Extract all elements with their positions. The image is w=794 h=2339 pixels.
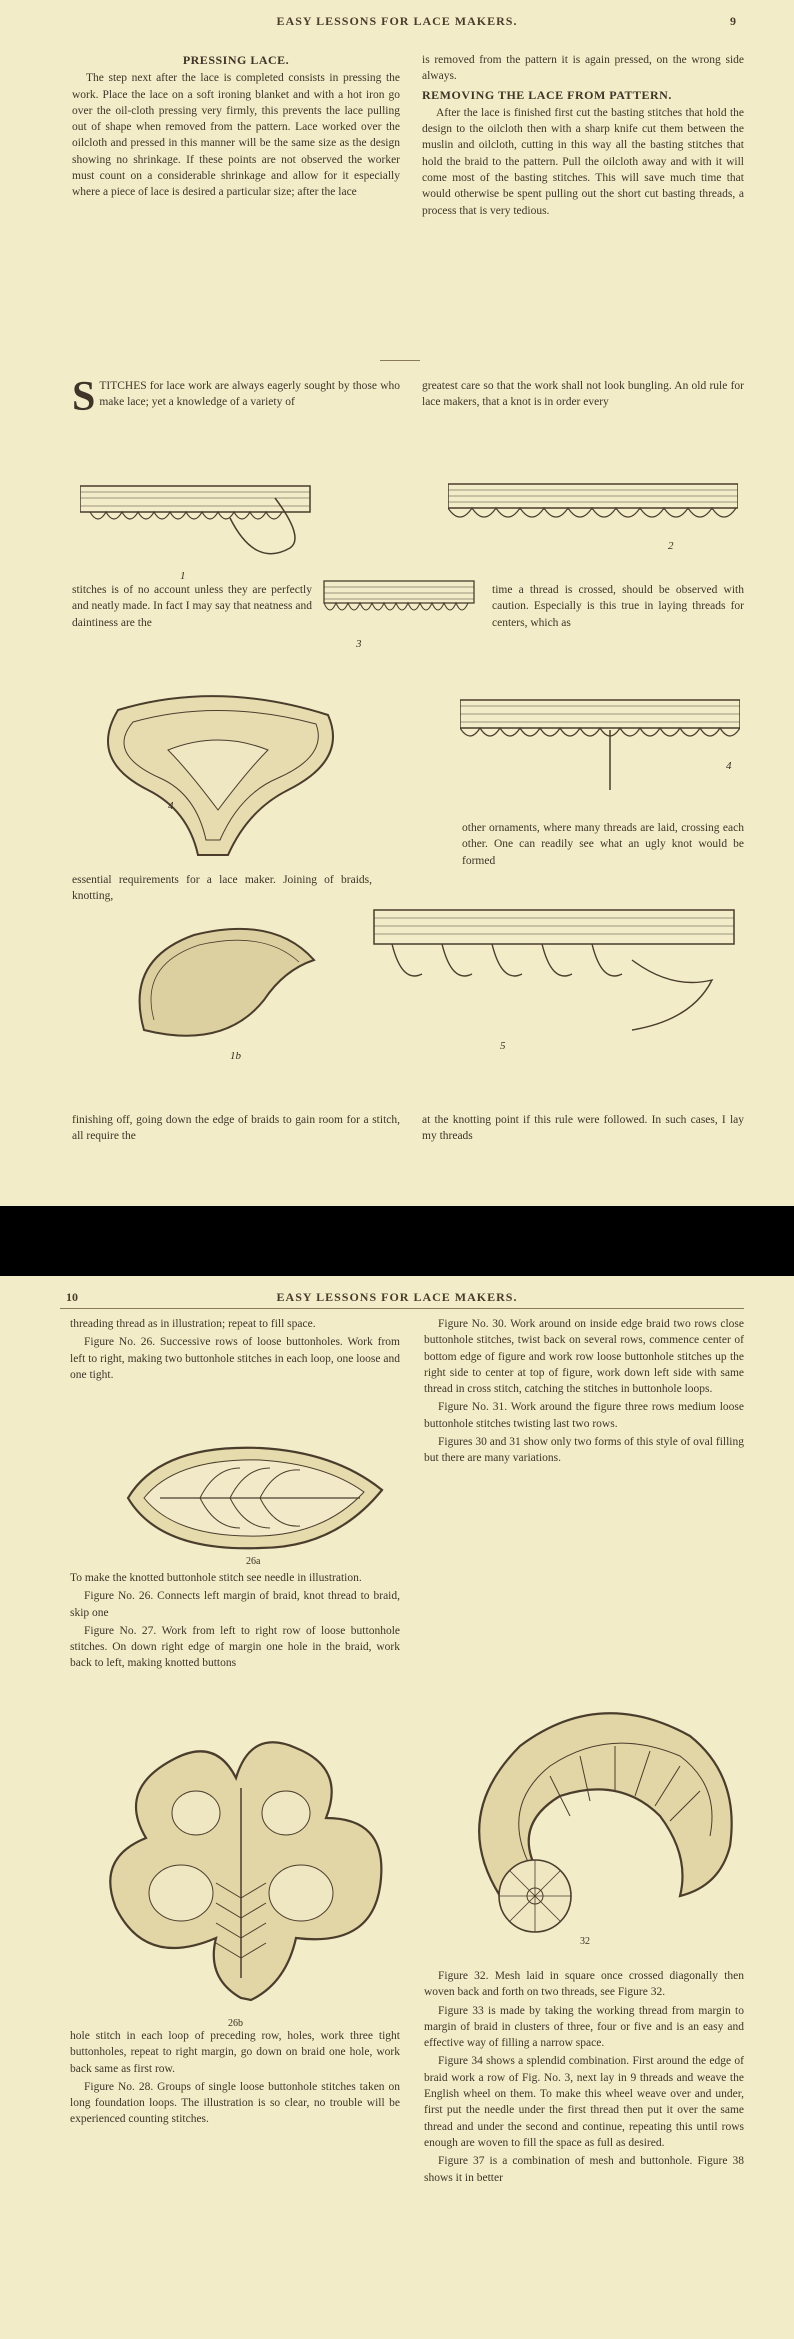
lace-figure-4 xyxy=(460,690,740,800)
text-right-mid-p: time a thread is crossed, should be observed with caution. Especially is this true in laying threads for centers, which as xyxy=(492,584,744,629)
lace-figure-loop xyxy=(88,690,348,860)
text-left-mid xyxy=(72,582,312,633)
lace-figure-spiral xyxy=(440,1696,740,1956)
figure-label: 26a xyxy=(246,1556,261,1567)
text-left-low-p: essential requirements for a lace maker. Joining of braids, knotting, xyxy=(72,874,372,903)
fig37-p: Figure 37 is a combination of mesh and buttonhole. Figure 38 shows it in better xyxy=(424,2155,744,2184)
removing-paragraph-1: is removed from the pattern it is again pressed, on the wrong side always. xyxy=(422,54,744,83)
lace-figure-5 xyxy=(372,900,744,1050)
page-number: 10 xyxy=(66,1290,78,1304)
left-column-mid xyxy=(70,1570,400,1674)
figure-label: 4 xyxy=(168,800,174,812)
text-left-low xyxy=(72,872,372,907)
lace-figure-26a xyxy=(120,1438,390,1556)
text-right-low-p: other ornaments, where many threads are laid, crossing each other. One can readily see what an ugly knot would be formed xyxy=(462,822,744,867)
removing-paragraph-2: After the lace is finished first cut the basting stitches that hold the design to the oilcloth then with a sharp knife cut them between the muslin and oilcloth, cutting in this way all the basting stitches that hold the braid to the pattern. Pull the oilcloth away and with it will come most of the basting stitches. This will save much time that would otherwise be spent pulling out the short cut basting threads, a process that is very tedious. xyxy=(422,106,744,217)
pressing-heading: PRESSING LACE. xyxy=(182,53,290,67)
figure-label: 1b xyxy=(230,1050,241,1062)
stitches-intro-right-text: greatest care so that the work shall not look bungling. An old rule for lace makers, that a knot is in order every xyxy=(422,380,744,409)
text-right-bottom-p: at the knotting point if this rule were followed. In such cases, I lay my threads xyxy=(422,1114,744,1143)
running-head: EASY LESSONS FOR LACE MAKERS. xyxy=(276,14,518,28)
knotted-p: To make the knotted buttonhole stitch see needle in illustration. xyxy=(70,1572,362,1584)
text-left-bottom-p: finishing off, going down the edge of braids to gain room for a stitch, all require the xyxy=(72,1114,400,1143)
right-column-top xyxy=(424,1316,744,1469)
figure-label: 3 xyxy=(356,638,362,650)
fig27-p: Figure No. 27. Work from left to right row of loose buttonhole stitches. On down right edge of margin one hole in the braid, work back to left, making knotted buttons xyxy=(70,1624,400,1670)
text-left-mid-p: stitches is of no account unless they are perfectly and neatly made. In fact I may say that neatness and daintiness are the xyxy=(72,584,312,629)
lace-figure-3 xyxy=(322,575,482,645)
removing-heading: REMOVING THE LACE FROM PATTERN. xyxy=(422,87,672,102)
fig28-p: Figure No. 28. Groups of single loose buttonhole stitches taken on long foundation loops. The illustration is so clear, no trouble will be experienced counting stitches. xyxy=(70,2080,400,2126)
drop-cap: S xyxy=(72,374,96,420)
page-number: 9 xyxy=(730,14,736,28)
section-divider xyxy=(380,360,420,361)
fig31-p: Figure No. 31. Work around the figure three rows medium loose buttonhole stitches twisting last two rows. xyxy=(424,1401,744,1430)
stitches-intro-right xyxy=(422,378,744,413)
right-column-bottom xyxy=(424,1968,744,2188)
figure-label: 1 xyxy=(180,570,186,582)
fig33-p: Figure 33 is made by taking the working thread from margin to margin of braid in clusters of three, four or five and is an easy and effective way of filling a narrow space. xyxy=(424,2004,744,2050)
fig30-31-p: Figures 30 and 31 show only two forms of this style of oval filling but there are many variations. xyxy=(424,1436,744,1465)
left-column-top xyxy=(70,1316,400,1385)
pressing-paragraph: The step next after the lace is completed consists in pressing the work. Place the lace on a soft ironing blanket and with a hot iron go over the oil-cloth pressing very firmly, this prevents the lace pulling out of shape when removed from the pattern. Lace worked over the oilcloth and pressed in this manner will be the same size as the design showing no shrinkage. If these points are not observed the worker must count on a considerable shrinkage and allow for it especially where a piece of lace is desired a particular size; after the lace xyxy=(72,72,400,199)
page-10 xyxy=(0,1276,794,2339)
stitches-intro-text: TITCHES for lace work are always eagerly sought by those who make lace; yet a knowledge of a variety of xyxy=(99,380,400,409)
lace-figure-leaf xyxy=(124,920,324,1060)
removing-column xyxy=(422,52,744,221)
figure-label: 2 xyxy=(668,540,674,552)
running-head: EASY LESSONS FOR LACE MAKERS. xyxy=(276,1290,518,1304)
fig32-p: Figure 32. Mesh laid in square once crossed diagonally then woven back and forth on two threads, see Figure 32. xyxy=(424,1970,744,1999)
left-top-p: threading thread as in illustration; repeat to fill space. xyxy=(70,1318,316,1330)
header-rule xyxy=(60,1308,744,1309)
lace-figure-flower xyxy=(86,1718,396,2018)
fig30-p: Figure No. 30. Work around on inside edge braid two rows close buttonhole stitches, twist back on several rows, commence center of bottom edge of figure and work row loose buttonhole stitches up the right side to center at top of figure, work down left side with same thread in cross stitch, catching the stitches in buttonhole loops. xyxy=(424,1318,744,1396)
text-right-mid xyxy=(492,582,744,633)
left-bottom-p: hole stitch in each loop of preceding row, holes, work three tight buttonholes, repeat to right margin, go down on braid one hole, work back same as first row. xyxy=(70,2030,400,2075)
left-column-bottom xyxy=(70,2028,400,2130)
lace-figure-2 xyxy=(448,478,738,548)
stitches-intro-left xyxy=(72,374,400,420)
figure-label: 4 xyxy=(726,760,732,772)
text-left-bottom xyxy=(72,1112,400,1147)
figure-label: 26b xyxy=(228,2018,243,2029)
text-right-low xyxy=(462,820,744,871)
lace-figure-1 xyxy=(80,478,320,578)
fig26b-p: Figure No. 26. Connects left margin of braid, knot thread to braid, skip one xyxy=(70,1590,400,1619)
fig34-p: Figure 34 shows a splendid combination. First around the edge of braid work a row of Fig. No. 3, next lay in 9 threads and weave the English wheel on them. To make this wheel weave over and under, first put the needle under the first thread then put it over the same thread and under the second and continue, repeating this until rows enough are woven to fill the space as full as desired. xyxy=(424,2055,744,2149)
text-right-bottom xyxy=(422,1112,744,1147)
figure-label: 32 xyxy=(580,1936,590,1947)
pressing-column xyxy=(72,52,400,203)
fig26-p: Figure No. 26. Successive rows of loose buttonholes. Work from left to right, making two buttonhole stitches in each loop, one loose and one tight. xyxy=(70,1336,400,1381)
figure-label: 5 xyxy=(500,1040,506,1052)
